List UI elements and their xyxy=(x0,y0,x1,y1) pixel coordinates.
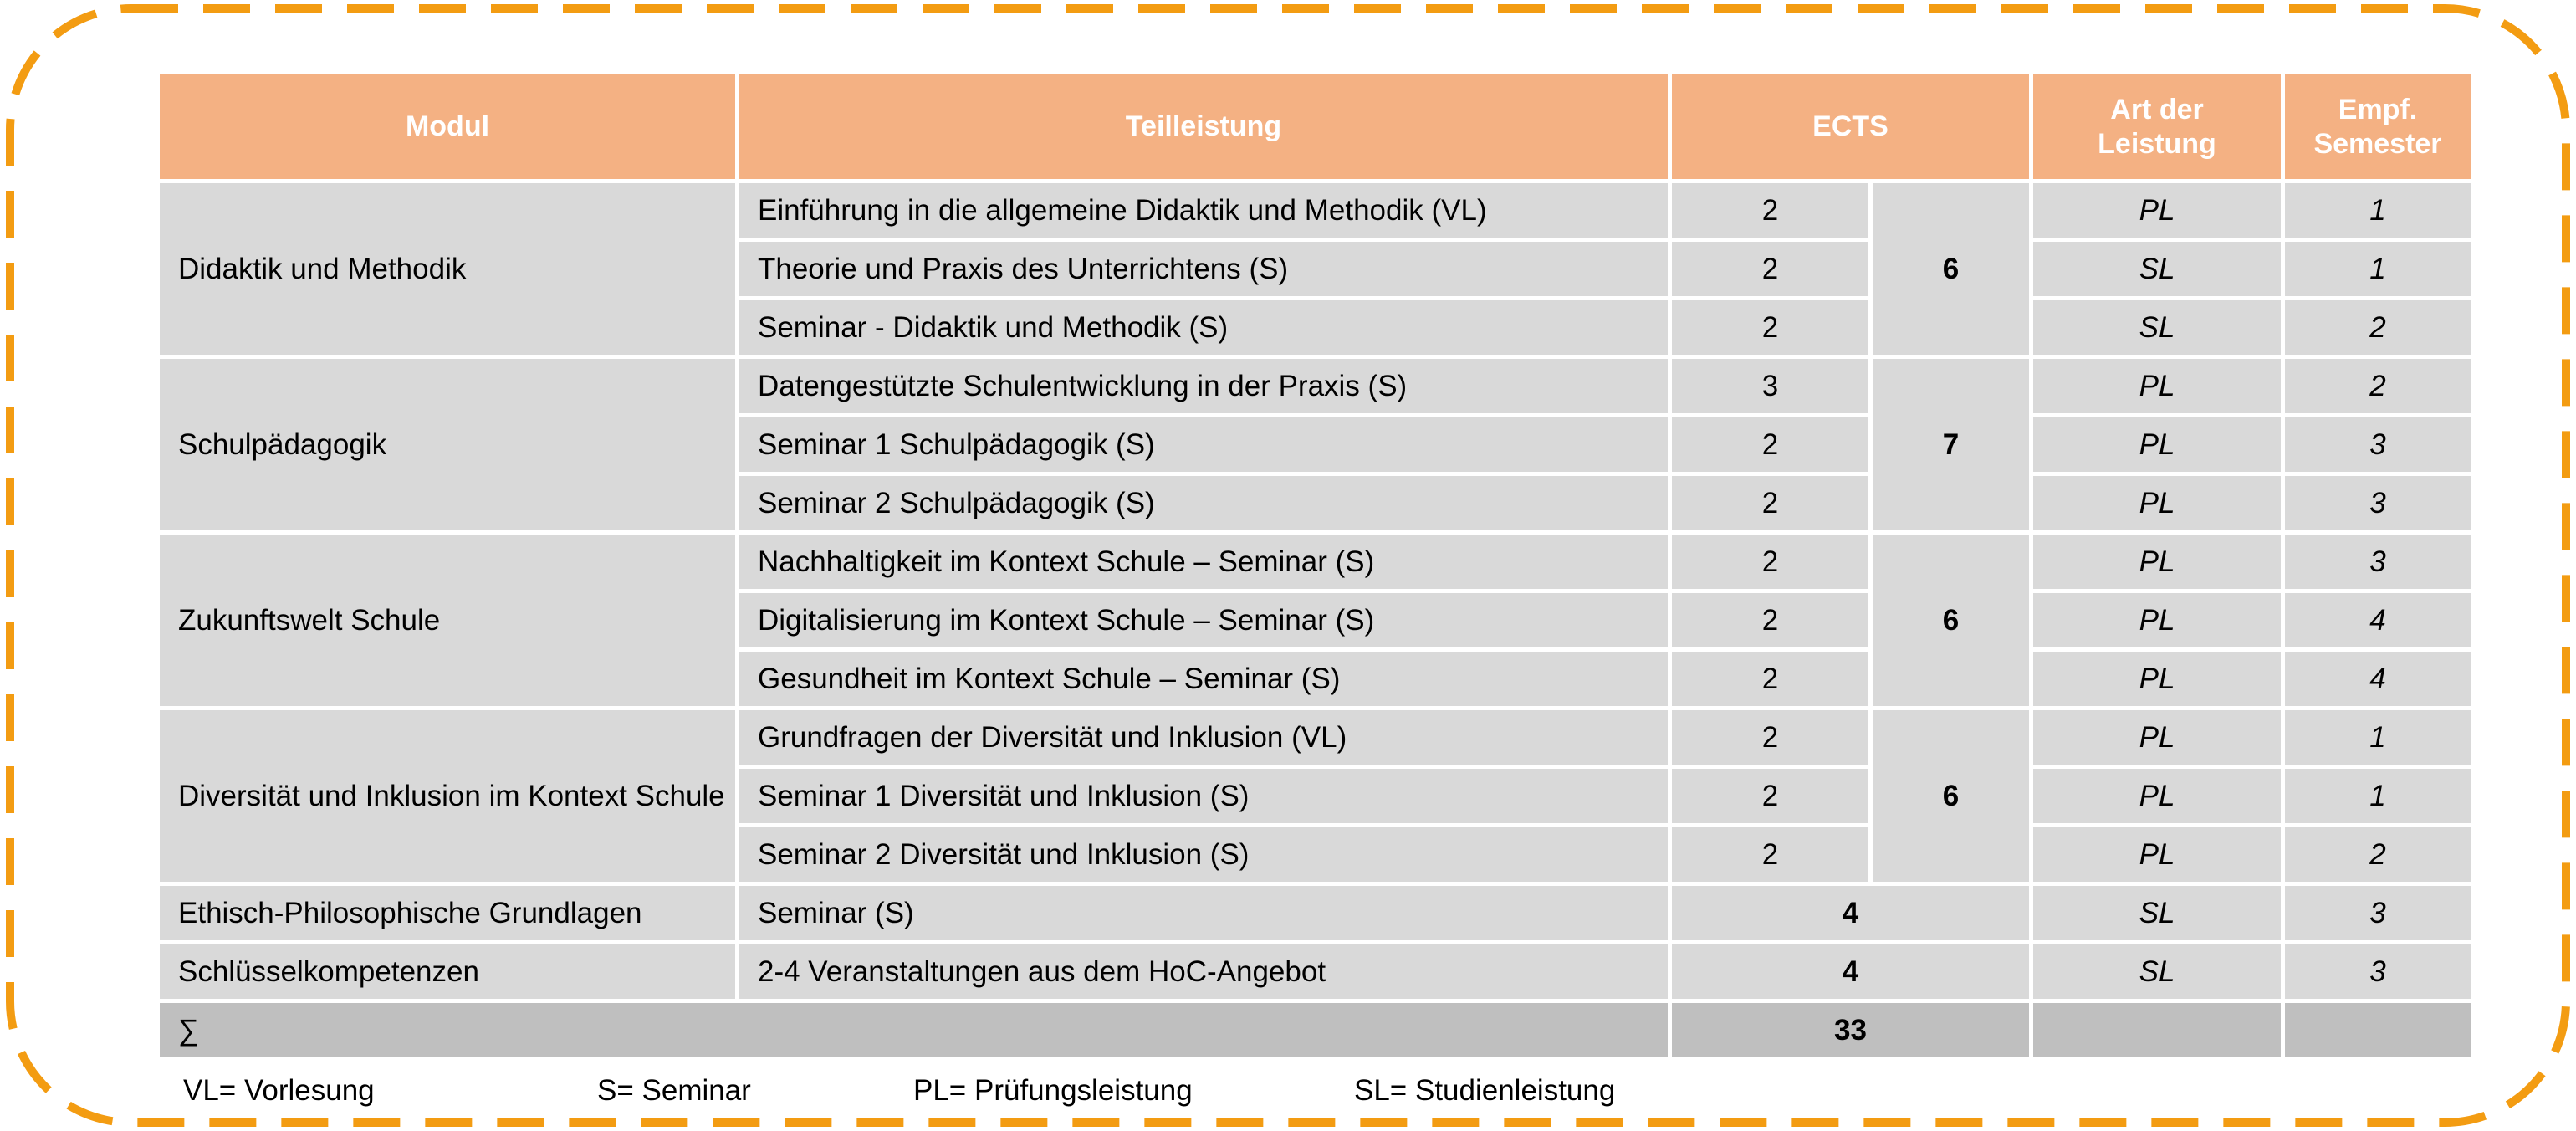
art-cell: SL xyxy=(2032,299,2283,357)
semester-cell: 1 xyxy=(2283,767,2473,826)
teilleistung-cell: Einführung in die allgemeine Didaktik und Methodik (VL) xyxy=(738,182,1670,240)
legend-vorlesung: VL= Vorlesung xyxy=(183,1074,375,1107)
table-row xyxy=(158,357,2473,416)
legend-pruefungsleistung: PL= Prüfungsleistung xyxy=(913,1074,1193,1107)
ects-cell: 2 xyxy=(1670,240,1871,299)
module-name: Schlüsselkompetenzen xyxy=(158,943,738,1001)
module-name: Zukunftswelt Schule xyxy=(158,533,738,709)
teilleistung-cell: Seminar (S) xyxy=(738,884,1670,943)
header-ects: ECTS xyxy=(1670,73,2032,182)
semester-cell: 1 xyxy=(2283,709,2473,767)
module-name: Schulpädagogik xyxy=(158,357,738,533)
table-header-row xyxy=(158,73,2473,182)
teilleistung-cell: Grundfragen der Diversität und Inklusion (VL) xyxy=(738,709,1670,767)
ects-cell: 3 xyxy=(1670,357,1871,416)
art-cell: PL xyxy=(2032,767,2283,826)
ects-cell: 2 xyxy=(1670,533,1871,591)
art-cell: PL xyxy=(2032,474,2283,533)
table-row xyxy=(158,709,2473,767)
art-cell: SL xyxy=(2032,240,2283,299)
semester-cell: 1 xyxy=(2283,240,2473,299)
module-name: Diversität und Inklusion im Kontext Schule xyxy=(158,709,738,884)
semester-cell: 2 xyxy=(2283,299,2473,357)
ects-cell: 2 xyxy=(1670,474,1871,533)
sum-art-empty xyxy=(2032,1001,2283,1060)
art-cell: PL xyxy=(2032,650,2283,709)
header-empf-semester xyxy=(2283,73,2473,182)
ects-cell: 2 xyxy=(1670,709,1871,767)
sum-row xyxy=(158,1001,2473,1060)
sum-symbol: ∑ xyxy=(158,1001,1670,1060)
module-ects-total: 6 xyxy=(1871,709,2032,884)
teilleistung-cell: Seminar - Didaktik und Methodik (S) xyxy=(738,299,1670,357)
semester-cell: 3 xyxy=(2283,943,2473,1001)
teilleistung-cell: Nachhaltigkeit im Kontext Schule – Seminar (S) xyxy=(738,533,1670,591)
art-cell: SL xyxy=(2032,884,2283,943)
header-modul: Modul xyxy=(158,73,738,182)
semester-cell: 3 xyxy=(2283,416,2473,474)
art-cell: PL xyxy=(2032,182,2283,240)
teilleistung-cell: Gesundheit im Kontext Schule – Seminar (S) xyxy=(738,650,1670,709)
module-ects-total: 6 xyxy=(1871,533,2032,709)
ects-cell: 2 xyxy=(1670,182,1871,240)
ects-cell: 2 xyxy=(1670,650,1871,709)
module-ects-total: 6 xyxy=(1871,182,2032,357)
art-cell: PL xyxy=(2032,533,2283,591)
teilleistung-cell: Seminar 1 Schulpädagogik (S) xyxy=(738,416,1670,474)
table-row xyxy=(158,182,2473,240)
header-sem-line2: Semester xyxy=(2313,127,2442,160)
module-ects-total: 7 xyxy=(1871,357,2032,533)
table-row xyxy=(158,533,2473,591)
ects-cell: 2 xyxy=(1670,299,1871,357)
ects-cell: 2 xyxy=(1670,767,1871,826)
semester-cell: 4 xyxy=(2283,650,2473,709)
art-cell: PL xyxy=(2032,416,2283,474)
ects-cell: 2 xyxy=(1670,591,1871,650)
art-cell: PL xyxy=(2032,357,2283,416)
teilleistung-cell: Seminar 2 Diversität und Inklusion (S) xyxy=(738,826,1670,884)
header-art-der-leistung xyxy=(2032,73,2283,182)
legend-seminar: S= Seminar xyxy=(597,1074,751,1107)
module-name: Ethisch-Philosophische Grundlagen xyxy=(158,884,738,943)
module-ects-total: 4 xyxy=(1670,943,2032,1001)
module-ects-total: 4 xyxy=(1670,884,2032,943)
ects-cell: 2 xyxy=(1670,826,1871,884)
semester-cell: 3 xyxy=(2283,474,2473,533)
semester-cell: 2 xyxy=(2283,357,2473,416)
teilleistung-cell: Seminar 1 Diversität und Inklusion (S) xyxy=(738,767,1670,826)
module-table xyxy=(156,70,2475,1062)
art-cell: PL xyxy=(2032,709,2283,767)
table-row xyxy=(158,943,2473,1001)
semester-cell: 4 xyxy=(2283,591,2473,650)
table-row xyxy=(158,884,2473,943)
teilleistung-cell: Seminar 2 Schulpädagogik (S) xyxy=(738,474,1670,533)
art-cell: PL xyxy=(2032,591,2283,650)
header-art-line2: Leistung xyxy=(2098,127,2216,160)
semester-cell: 3 xyxy=(2283,884,2473,943)
semester-cell: 2 xyxy=(2283,826,2473,884)
ects-cell: 2 xyxy=(1670,416,1871,474)
header-teilleistung: Teilleistung xyxy=(738,73,1670,182)
teilleistung-cell: Datengestützte Schulentwicklung in der Praxis (S) xyxy=(738,357,1670,416)
sum-ects-total: 33 xyxy=(1670,1001,2032,1060)
module-name: Didaktik und Methodik xyxy=(158,182,738,357)
semester-cell: 3 xyxy=(2283,533,2473,591)
legend-studienleistung: SL= Studienleistung xyxy=(1354,1074,1616,1107)
sum-semester-empty xyxy=(2283,1001,2473,1060)
header-sem-line1: Empf. xyxy=(2338,93,2418,125)
art-cell: SL xyxy=(2032,943,2283,1001)
header-art-line1: Art der xyxy=(2110,93,2204,125)
teilleistung-cell: 2-4 Veranstaltungen aus dem HoC-Angebot xyxy=(738,943,1670,1001)
teilleistung-cell: Theorie und Praxis des Unterrichtens (S) xyxy=(738,240,1670,299)
art-cell: PL xyxy=(2032,826,2283,884)
semester-cell: 1 xyxy=(2283,182,2473,240)
teilleistung-cell: Digitalisierung im Kontext Schule – Seminar (S) xyxy=(738,591,1670,650)
